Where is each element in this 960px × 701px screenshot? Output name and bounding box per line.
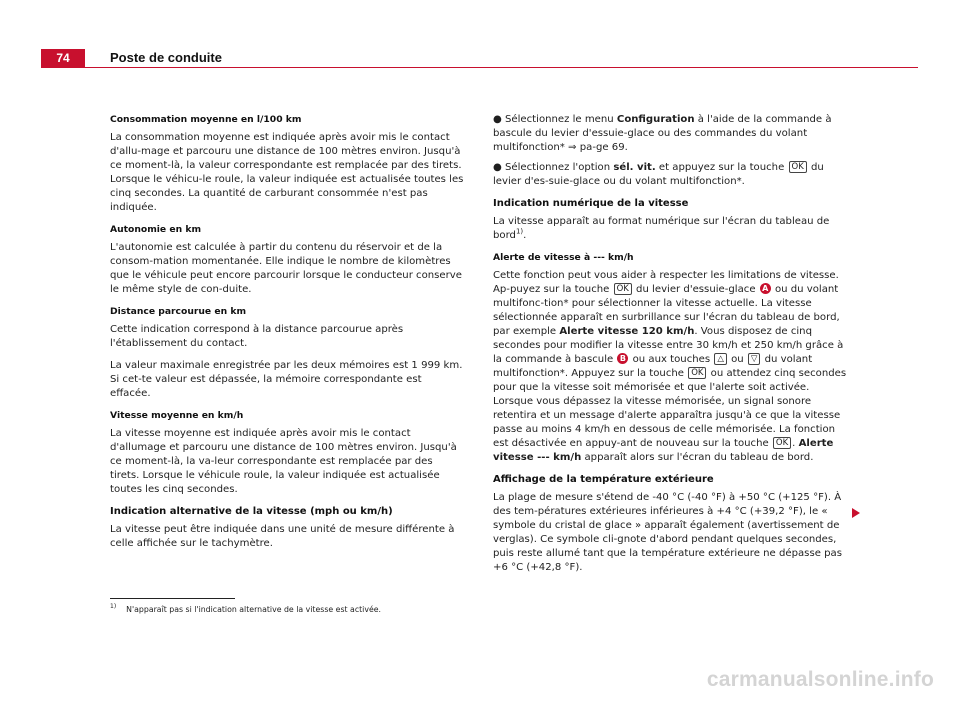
para-average-speed: La vitesse moyenne est indiquée après avoir mis le contact d'allumage et parcouru une distance de 100 mètres environ. Jusqu'à ce moment-là, la va-leur correspondante est remplacée par des tirets. Lorsque le véhicule roule, la valeur indiquée est actualisée toutes les cinq secondes. (110, 428, 457, 495)
heading-digital-speed: Indication numérique de la vitesse (493, 198, 689, 209)
heading-alt-speed: Indication alternative de la vitesse (mph ou km/h) (110, 506, 393, 517)
ok-key-icon: OK (773, 437, 791, 449)
para-digital-speed: La vitesse apparaît au format numérique sur l'écran du tableau de bord$^{1)}$. (493, 216, 830, 241)
page-title: Poste de conduite (110, 50, 222, 65)
right-column (493, 113, 850, 583)
ok-key-icon: OK (688, 367, 706, 379)
para-outside-temperature: La plage de mesure s'étend de -40 °C (-40 °F) à +50 °C (+125 °F). À des tem-pératures extérieures inférieures à +4 °C (+39,2 °F), le « symbole du cristal de glace » apparaît également (avertissement de verglas). Ce symbole cli-gnote d'abord pendant quelques secondes, puis reste allumé tant que la température extérieure ne dépasse pas +6 °C (+42,8 °F). (493, 492, 842, 573)
para-speed-alert: Cette fonction peut vous aider à respecter les limitations de vitesse. Ap-puyez sur la touche OK du levier d'essuie-glace A ou du volant multifonc-tion* pour sélectionner la vitesse actuelle. La vitesse sélectionnée apparaît en surbrillance sur l'écran du tableau de bord, par exemple Alerte vitesse 120 km/h. Vous disposez de cinq secondes pour modifier la vitesse entre 30 km/h et 250 km/h grâce à la commande à bascule B ou aux touches △ ou ▽ du volant multifonction*. Appuyez sur la touche OK ou attendez cinq secondes pour que la vitesse soit mémorisée et que l'alerte soit activée. Lorsque vous dépassez la vitesse mémorisée, un signal sonore retentira et un message d'alerte apparaîtra jusqu'à ce que la vitesse passe au moins 4 km/h en dessous de celle mémorisée. La fonction est désactivée en appuy-ant de nouveau sur la touche OK . Alerte vitesse --- km/h apparaît alors sur l'écran du tableau de bord. (493, 270, 847, 463)
para-distance-1: Cette indication correspond à la distance parcourue après l'établissement du contact. (110, 324, 404, 349)
continue-arrow-icon (852, 508, 860, 518)
header-divider (41, 67, 918, 68)
heading-range: Autonomie en km (110, 224, 202, 235)
up-key-icon: △ (714, 353, 727, 365)
bullet-select-menu: ● Sélectionnez le menu Configuration à l'aide de la commande à bascule du levier d'essuie-glace ou des commandes du volant multifonction* ⇒ pa-ge 69. (493, 114, 832, 153)
footnote-text: N'apparaît pas si l'indication alternative de la vitesse est activée. (126, 605, 382, 614)
footnote-ref: 1) (515, 227, 524, 236)
left-column (110, 113, 465, 559)
para-alt-speed: La vitesse peut être indiquée dans une unité de mesure différente à celle affichée sur le tachymètre. (110, 524, 455, 549)
watermark: carmanualsonline.info (706, 668, 934, 691)
footnote-marker: 1) (110, 603, 117, 611)
heading-speed-alert: Alerte de vitesse à --- km/h (493, 252, 634, 263)
heading-outside-temperature: Affichage de la température extérieure (493, 474, 714, 485)
footnote (110, 605, 381, 614)
para-range: L'autonomie est calculée à partir du contenu du réservoir et de la consom-mation momentanée. Elle indique le nombre de kilomètres que le véhicule peut encore parcourir lorsque le conducteur conserve le même style de con-duite. (110, 242, 462, 295)
bullet-dot: ● (493, 162, 502, 173)
heading-average-consumption: Consommation moyenne en l/100 km (110, 114, 302, 125)
para-distance-2: La valeur maximale enregistrée par les deux mémoires est 1 999 km. Si cet-te valeur est dépassée, la mémoire correspondante est effacée. (110, 360, 463, 399)
label-b-icon: B (617, 353, 628, 364)
bullet-select-option: ● Sélectionnez l'option sél. vit. et appuyez sur la touche OK du levier d'es-suie-glace ou du volant multifonction*. (493, 162, 824, 187)
ok-key-icon: OK (789, 161, 807, 173)
page-number: 74 (41, 49, 85, 68)
heading-distance: Distance parcourue en km (110, 306, 247, 317)
para-average-consumption: La consommation moyenne est indiquée après avoir mis le contact d'allu-mage et parcouru une distance de 100 mètres environ. Jusqu'à ce moment-là, la valeur correspondante est remplacée par des tirets. Lorsque le véhicu-le roule, la valeur indiquée est actualisée toutes les cinq secondes. La quantité de carburant consommée n'est pas indiquée. (110, 132, 464, 213)
heading-average-speed: Vitesse moyenne en km/h (110, 410, 244, 421)
label-a-icon: A (760, 283, 771, 294)
bullet-dot: ● (493, 114, 502, 125)
down-key-icon: ▽ (748, 353, 761, 365)
footnote-divider (110, 598, 235, 599)
ok-key-icon: OK (614, 283, 632, 295)
